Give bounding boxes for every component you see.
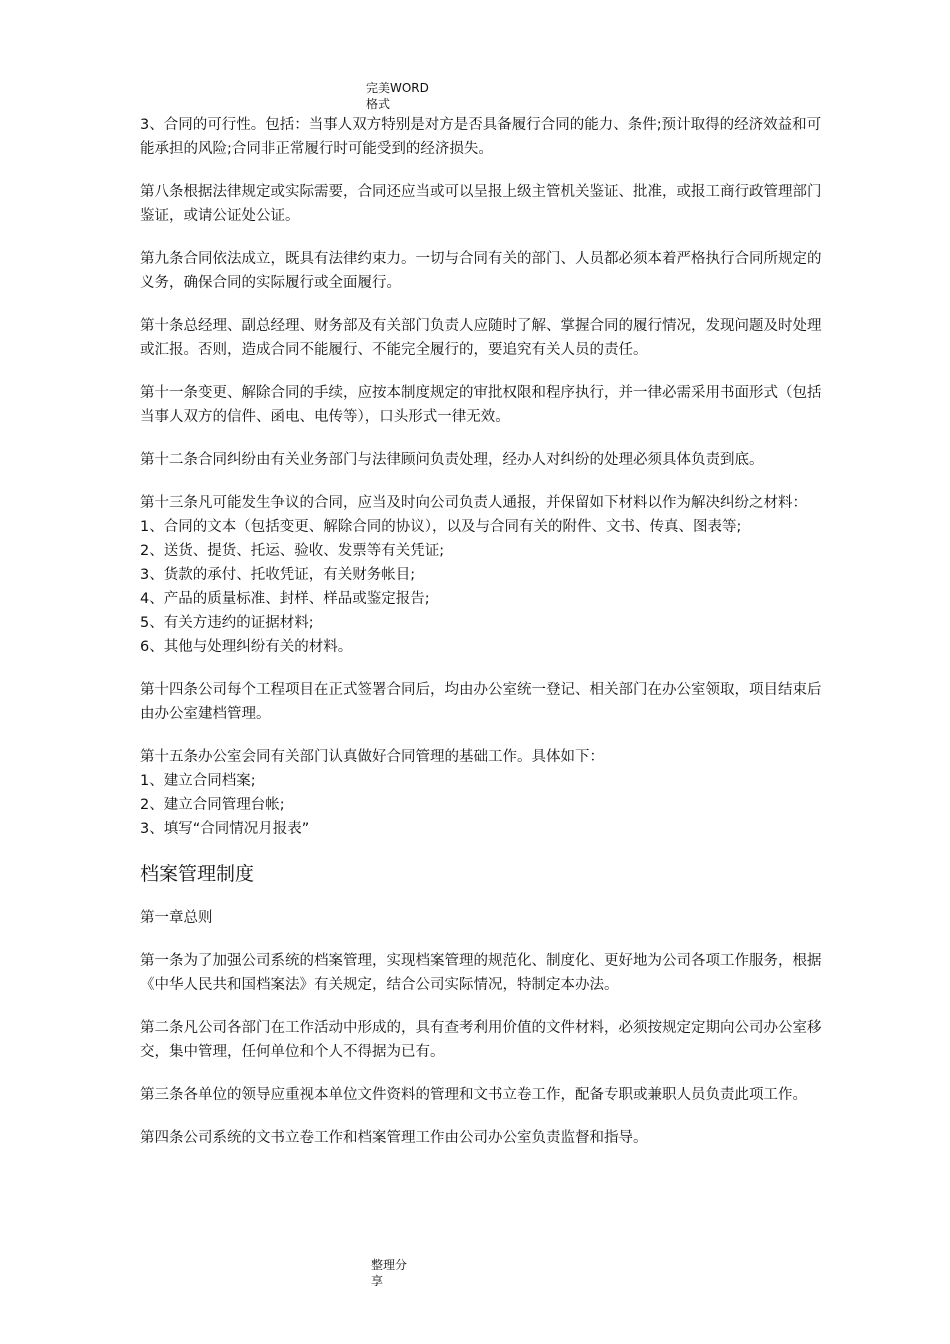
- list-item: 1、合同的文本（包括变更、解除合同的协议），以及与合同有关的附件、文书、传真、图表等;: [140, 519, 742, 535]
- paragraph: 第二条凡公司各部门在工作活动中形成的，具有查考利用价值的文件材料，必须按规定定期向公司办公室移交，集中管理，任何单位和个人不得据为已有。: [140, 1020, 822, 1060]
- paragraph: 第十一条变更、解除合同的手续，应按本制度规定的审批权限和程序执行，并一律必需采用书面形式（包括当事人双方的信件、函电、电传等），口头形式一律无效。: [140, 385, 822, 425]
- list-item: 5、有关方违约的证据材料;: [140, 615, 314, 631]
- paragraph: 第三条各单位的领导应重视本单位文件资料的管理和文书立卷工作，配备专职或兼职人员负责此项工作。: [140, 1087, 807, 1103]
- article-13-list: [140, 515, 830, 659]
- article-13-intro: 第十三条凡可能发生争议的合同，应当及时向公司负责人通报，并保留如下材料以作为解决纠纷之材料：: [140, 495, 807, 511]
- article-15-list: [140, 769, 830, 841]
- chapter-title: 第一章总则: [140, 910, 213, 926]
- list-item: 2、建立合同管理台帐;: [140, 797, 285, 813]
- list-item: 3、货款的承付、托收凭证，有关财务帐目;: [140, 567, 416, 583]
- list-item: 1、建立合同档案;: [140, 773, 256, 789]
- article-15-intro: 第十五条办公室会同有关部门认真做好合同管理的基础工作。具体如下：: [140, 749, 604, 765]
- paragraph: 3、合同的可行性。包括：当事人双方特别是对方是否具备履行合同的能力、条件;预计取得的经济效益和可能承担的风险;合同非正常履行时可能受到的经济损失。: [140, 117, 822, 157]
- list-item: 6、其他与处理纠纷有关的材料。: [140, 639, 353, 655]
- section-title: 档案管理制度: [140, 863, 255, 885]
- page-header: 完美WORD格式: [366, 81, 429, 111]
- list-item: 2、送货、提货、托运、验收、发票等有关凭证;: [140, 543, 445, 559]
- article-14: 第十四条公司每个工程项目在正式签署合同后，均由办公室统一登记、相关部门在办公室领取，项目结束后由办公室建档管理。: [140, 682, 822, 722]
- list-item: 4、产品的质量标准、封样、样品或鉴定报告;: [140, 591, 430, 607]
- paragraph: 第十条总经理、副总经理、财务部及有关部门负责人应随时了解、掌握合同的履行情况，发现问题及时处理或汇报。否则，造成合同不能履行、不能完全履行的，要追究有关人员的责任。: [140, 318, 822, 358]
- paragraph: 第四条公司系统的文书立卷工作和档案管理工作由公司办公室负责监督和指导。: [140, 1130, 648, 1146]
- paragraph: 第一条为了加强公司系统的档案管理，实现档案管理的规范化、制度化、更好地为公司各项工作服务，根据《中华人民共和国档案法》有关规定，结合公司实际情况，特制定本办法。: [140, 953, 822, 993]
- list-item: 3、填写“合同情况月报表”: [140, 821, 310, 837]
- document-body: [140, 113, 830, 1169]
- page-footer: 整理分享: [371, 1258, 408, 1288]
- paragraph: 第八条根据法律规定或实际需要，合同还应当或可以呈报上级主管机关鉴证、批准，或报工商行政管理部门鉴证，或请公证处公证。: [140, 184, 822, 224]
- paragraph: 第九条合同依法成立，既具有法律约束力。一切与合同有关的部门、人员都必须本着严格执行合同所规定的义务，确保合同的实际履行或全面履行。: [140, 251, 822, 291]
- paragraph: 第十二条合同纠纷由有关业务部门与法律顾问负责处理，经办人对纠纷的处理必须具体负责到底。: [140, 452, 764, 468]
